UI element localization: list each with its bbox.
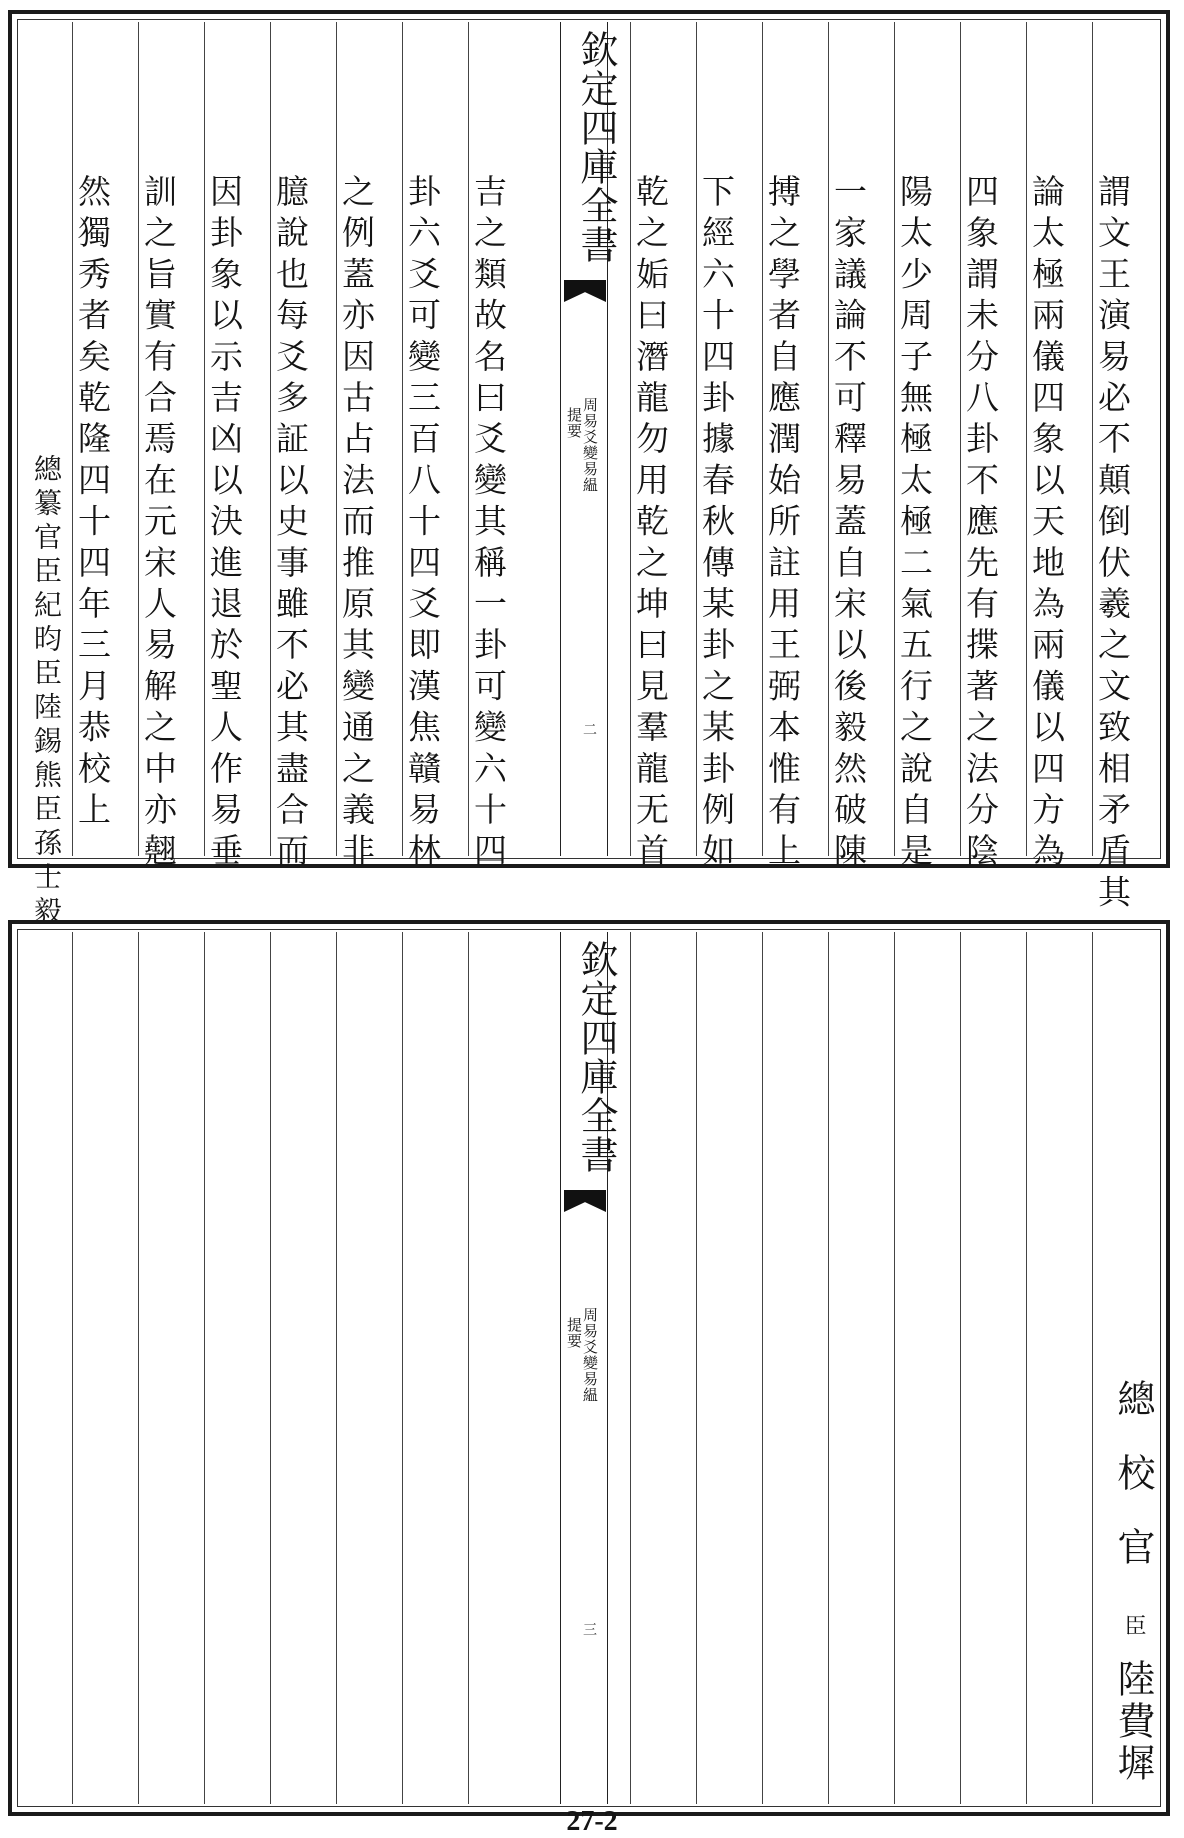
text-column: 訓之旨實有合焉在元宋人易解之中亦翹 xyxy=(139,174,178,875)
gutter-folio: 二 xyxy=(581,722,597,736)
text-column: 謂文王演易必不顛倒伏羲之文致相矛盾其 xyxy=(1093,174,1132,916)
text-column: 下經六十四卦據春秋傳某卦之某卦例如 xyxy=(697,174,736,875)
fish-tail-mark xyxy=(564,1190,606,1212)
text-column: 乾之姤曰潛龍勿用乾之坤曰見羣龍无首 xyxy=(631,174,670,875)
column-rule xyxy=(204,932,205,1804)
gutter-section: 提要 xyxy=(565,1317,583,1349)
text-column: 吉之類故名曰爻變其稱一卦可變六十四 xyxy=(469,174,508,875)
column-rule xyxy=(72,932,73,1804)
gutter-folio: 三 xyxy=(581,1622,597,1636)
column-rule xyxy=(138,932,139,1804)
text-column: 臆說也每爻多証以史事雖不必其盡合而 xyxy=(271,174,310,875)
text-column: 因卦象以示吉凶以決進退於聖人作易垂 xyxy=(205,174,244,875)
editor-chen: 臣 xyxy=(1121,1614,1146,1636)
text-column: 四象謂未分八卦不應先有揲著之法分陰 xyxy=(961,174,1000,875)
column-rule xyxy=(468,932,469,1804)
page-number: 27-2 xyxy=(566,1806,618,1837)
gutter-title: 欽定四庫全書 xyxy=(574,940,618,1174)
column-rule xyxy=(1026,932,1027,1804)
column-rule xyxy=(960,932,961,1804)
gutter-book-title: 周易爻變易緼 xyxy=(581,1307,599,1403)
fish-tail-mark xyxy=(564,280,606,302)
column-rule xyxy=(630,932,631,1804)
gutter-section: 提要 xyxy=(565,407,583,439)
column-rule xyxy=(402,932,403,1804)
column-rule xyxy=(828,932,829,1804)
gutter-book-title: 周易爻變易緼 xyxy=(581,397,599,493)
column-rule xyxy=(1092,932,1093,1804)
editor-title: 總校官 xyxy=(1111,1379,1155,1601)
text-column: 論太極兩儀四象以天地為兩儀以四方為 xyxy=(1027,174,1066,875)
column-rule xyxy=(894,932,895,1804)
column-rule xyxy=(696,932,697,1804)
text-column: 陽太少周子無極太極二氣五行之說自是 xyxy=(895,174,934,875)
column-rule xyxy=(336,932,337,1804)
text-column: 之例蓋亦因古占法而推原其變通之義非 xyxy=(337,174,376,875)
compilers-signature: 總纂官臣紀昀臣陸錫熊臣孫士毅 xyxy=(30,454,63,930)
editor-name: 陸費墀 xyxy=(1111,1659,1155,1785)
column-rule xyxy=(270,932,271,1804)
text-column: 搏之學者自應潤始所註用王弼本惟有上 xyxy=(763,174,802,875)
text-column: 卦六爻可變三百八十四爻即漢焦贛易林 xyxy=(403,174,442,875)
center-gutter xyxy=(560,932,618,1804)
column-rule xyxy=(762,932,763,1804)
bottom-page xyxy=(8,920,1170,1816)
gutter-title: 欽定四庫全書 xyxy=(574,30,618,264)
center-gutter xyxy=(560,22,618,856)
text-column: 一家議論不可釋易蓋自宋以後毅然破陳 xyxy=(829,174,868,875)
text-column: 然獨秀者矣乾隆四十四年三月恭校上 xyxy=(73,174,112,834)
top-page xyxy=(8,10,1170,930)
